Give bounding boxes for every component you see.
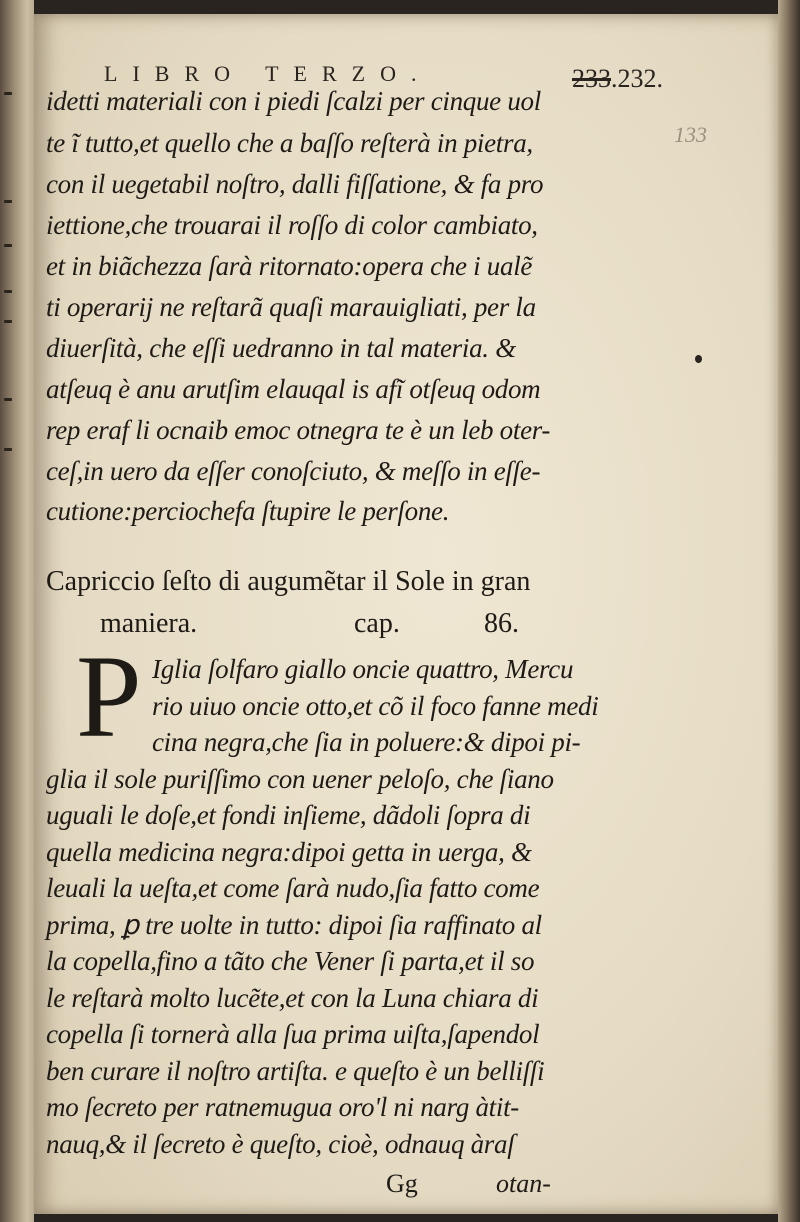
- text-line: glia il sole puriſſimo con uener peloſo, che ſiano: [46, 763, 554, 794]
- text-line: leuali la ueſta,et come ſarà nudo,ſia fatto come: [46, 873, 540, 903]
- text-line: copella ſi tornerà alla ſua prima uiſta,ſapendol: [46, 1019, 540, 1049]
- chapter-heading-line-1: Capriccio ſeſto di augumẽtar il Sole in gran: [46, 566, 531, 597]
- running-head: LIBRO TERZO.: [104, 61, 432, 86]
- ink-dot: [695, 355, 702, 363]
- text-line: ti operarij ne reſtarã quaſi marauigliati, per la: [46, 292, 536, 322]
- book-spine-edge: [778, 0, 800, 1222]
- text-line: nauq,& il ſecreto è queſto, cioè, odnauq àraſ: [46, 1128, 515, 1159]
- drop-capital: P: [76, 631, 142, 762]
- text-line: atſeuq è anu arutſim elauqal is afĩ otſeuq odom: [46, 374, 541, 404]
- text-line: mo ſecreto per ratnemugua oro'l ni narg àtit-: [46, 1092, 519, 1122]
- text-line: uguali le doſe,et fondi inſieme, dãdoli ſopra di: [46, 800, 531, 830]
- margin-annotation: 133: [674, 122, 707, 147]
- text-line: cutione:perciochefa ſtupire le perſone.: [46, 496, 450, 526]
- chapter-heading-line-2: maniera.: [100, 608, 198, 639]
- text-line: idetti materiali con i piedi ſcalzi per cinque uol: [46, 86, 541, 116]
- text-line: ceſ,in uero da eſſer conoſciuto, & meſſo in eſſe-: [46, 456, 541, 486]
- previous-page-edge: [0, 0, 34, 1222]
- folio-number: [572, 64, 663, 94]
- chapter-label: cap.: [354, 608, 400, 639]
- text-line: te ĩ tutto,et quello che a baſſo reſterà in pietra,: [46, 128, 533, 158]
- text-line: con il uegetabil noſtro, dalli fiſſatione, & fa pro: [46, 169, 544, 199]
- chapter-number: 86.: [484, 608, 519, 639]
- text-line: rio uiuo oncie otto,et cõ il foco fanne medi: [152, 690, 599, 721]
- folio-current-number: .232.: [611, 64, 663, 93]
- signature-mark: Gg: [386, 1169, 418, 1198]
- text-line: diuerſità, che eſſi uedranno in tal materia. &: [46, 333, 516, 363]
- folio-struck-number: 233: [572, 64, 611, 93]
- page: [34, 14, 778, 1214]
- text-line: prima, ꝑ tre uolte in tutto: dipoi ſia raffinato al: [46, 909, 542, 940]
- text-line: ben curare il noſtro artiſta. e queſto è un belliſſi: [46, 1055, 545, 1086]
- text-line: et in biãchezza ſarà ritornato:opera che i ualẽ: [46, 251, 533, 281]
- text-line: le reſtarà molto lucẽte,et con la Luna chiara di: [46, 982, 539, 1013]
- text-line: iettione,che trouarai il roſſo di color cambiato,: [46, 210, 538, 240]
- text-line: Iglia ſolfaro giallo oncie quattro, Mercu: [152, 654, 574, 684]
- text-line: cina negra,che ſia in poluere:& dipoi pi-: [152, 727, 581, 757]
- text-line: rep eraf li ocnaib emoc otnegra te è un leb oter-: [46, 415, 551, 445]
- text-line: quella medicina negra:dipoi getta in uerga, &: [46, 836, 532, 867]
- text-line: la copella,fino a tãto che Vener ſi parta,et il so: [46, 946, 535, 976]
- catchword: otan-: [496, 1169, 551, 1198]
